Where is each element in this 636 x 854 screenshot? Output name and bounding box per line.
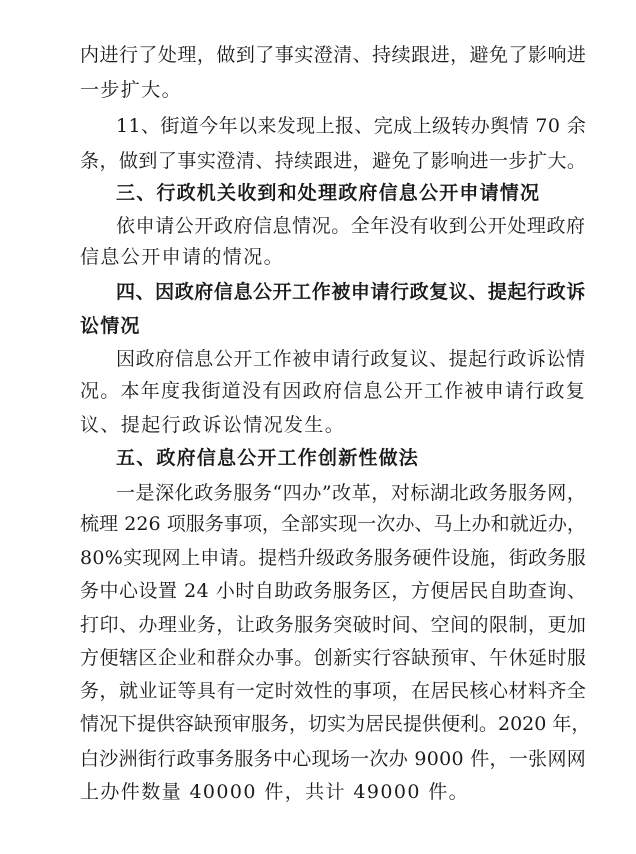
body-text-line: 情况下提供容缺预审服务，切实为居民提供便利。2020 年，: [80, 713, 591, 735]
body-text-line: 80%实现网上申请。提档升级政务服务硬件设施，街政务服: [80, 547, 587, 569]
body-text-line: 上办件数量 40000 件，共计 49000 件。: [80, 781, 470, 803]
body-text-line: 一步扩大。: [80, 79, 183, 101]
body-text-line: 内进行了处理，做到了事实澄清、持续跟进，避免了影响进: [80, 44, 587, 66]
body-text-line: 因政府信息公开工作被申请行政复议、提起行政诉讼情: [116, 348, 586, 370]
body-text-line: 梳理 226 项服务事项，全部实现一次办、马上办和就近办，: [80, 513, 586, 535]
body-text-line: 条，做到了事实澄清、持续跟进，避免了影响进一步扩大。: [80, 150, 587, 172]
section-heading: 三、行政机关收到和处理政府信息公开申请情况: [116, 182, 541, 204]
section-heading: 五、政府信息公开工作创新性做法: [116, 447, 420, 469]
section-heading: 四、因政府信息公开工作被申请行政复议、提起行政诉: [116, 281, 586, 303]
body-text-line: 11、街道今年以来发现上报、完成上级转办舆情 70 余: [116, 115, 587, 137]
body-text-line: 信息公开申请的情况。: [80, 246, 285, 268]
body-text-line: 况。本年度我街道没有因政府信息公开工作被申请行政复: [80, 380, 587, 402]
body-text-line: 务中心设置 24 小时自助政务服务区，方便居民自助查询、: [80, 580, 587, 602]
body-text-line: 务，就业证等具有一定时效性的事项，在居民核心材料齐全: [80, 680, 587, 702]
body-text-line: 依申请公开政府信息情况。全年没有收到公开处理政府: [116, 215, 586, 237]
body-text-line: 打印、办理业务，让政务服务突破时间、空间的限制，更加: [80, 614, 587, 636]
body-text-line: 议、提起行政诉讼情况发生。: [80, 414, 346, 436]
body-text-line: 白沙洲街行政事务服务中心现场一次办 9000 件，一张网网: [80, 748, 587, 770]
body-text-line: 一是深化政务服务“四办”改革，对标湖北政务服务网，: [116, 482, 587, 504]
body-text-line: 方便辖区企业和群众办事。创新实行容缺预审、午休延时服: [80, 647, 587, 669]
section-heading-continued: 讼情况: [80, 315, 141, 337]
